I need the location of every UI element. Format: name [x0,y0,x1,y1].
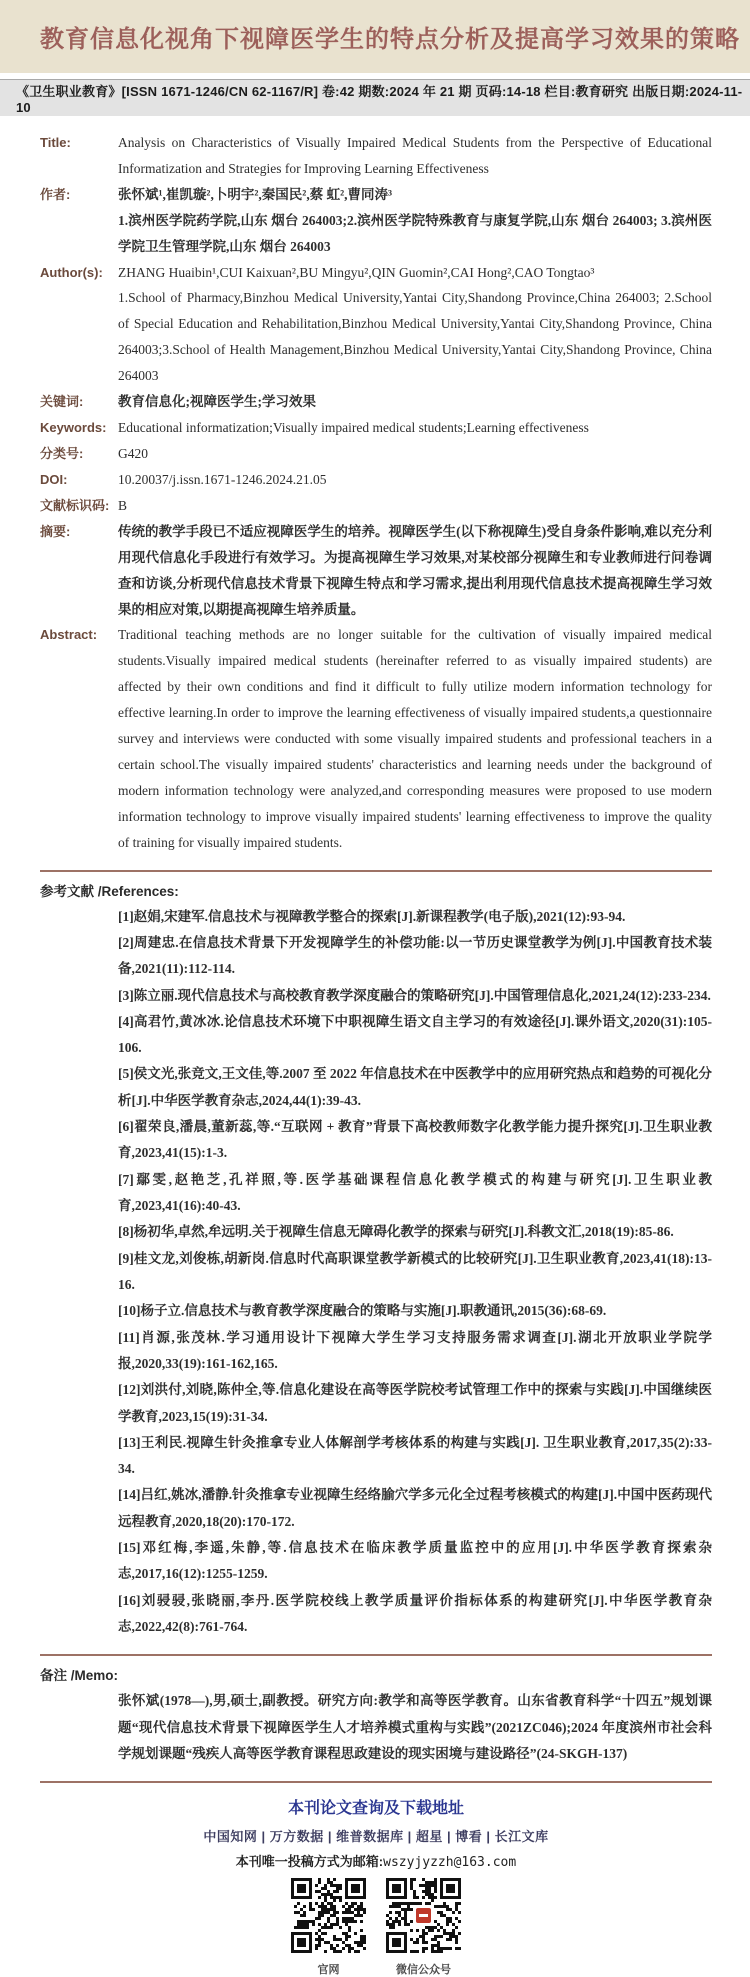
journal-footer [40,1795,712,1977]
platform-list: 中国知网 | 万方数据 | 维普数据库 | 超星 | 博看 | 长江文库 [203,1829,549,1845]
reference-item: [9]桂文龙,刘俊栋,胡新岗.信息时代高职课堂教学新模式的比较研究[J].卫生职业教育,2023,41(18):13-16. [118,1250,712,1292]
authors-en-block [118,260,712,390]
section-divider [40,870,712,872]
meta-row-doi [40,467,712,493]
references-list [118,904,712,1641]
qr-official-site-label: 官网 [317,1964,340,1977]
reference-item: [8]杨初华,卓然,牟远明.关于视障生信息无障碍化教学的探索与研究[J].科教文汇,2018(19):85-86. [118,1224,674,1240]
authors-cn-label: 作者: [40,186,71,202]
references-heading: 参考文献 /References: [40,883,179,899]
keywords-en-value: Educational informatization;Visually impaired medical students;Learning effectiveness [118,420,589,436]
reference-item: [12]刘洪付,刘晓,陈仲全,等.信息化建设在高等医学院校考试管理工作中的探索与实践[J].中国继续医学教育,2023,15(19):31-34. [118,1382,712,1424]
doc-code-value: B [118,497,128,513]
keywords-cn-value: 教育信息化;视障医学生;学习效果 [118,394,316,410]
authors-en-names: ZHANG Huaibin¹,CUI Kaixuan²,BU Mingyu²,QIN Guomin²,CAI Hong²,CAO Tongtao³ [118,264,595,280]
reference-item: [7]鄢雯,赵艳芝,孔祥照,等.医学基础课程信息化教学模式的构建与研究[J].卫生职业教育,2023,41(16):40-43. [118,1171,712,1214]
meta-row-keywords-en [40,415,712,441]
meta-row-authors-en [40,260,712,390]
authors-cn-names: 张怀斌¹,崔凯璇²,卜明宇²,秦国民²,蔡 虹²,曹同涛³ [118,186,393,202]
clc-label: 分类号: [40,445,84,461]
qr-wechat-label: 微信公众号 [396,1964,451,1977]
reference-item: [3]陈立丽.现代信息技术与高校教育教学深度融合的策略研究[J].中国管理信息化,2021,24(12):233-234. [118,987,711,1003]
reference-item: [4]高君竹,黄冰冰.论信息技术环境下中职视障生语文自主学习的有效途径[J].课外语文,2020(31):105-106. [118,1013,712,1056]
doi-label: DOI: [40,471,68,487]
reference-item: [10]杨子立.信息技术与教育教学深度融合的策略与实施[J].职教通讯,2015(36):68-69. [118,1303,607,1319]
qr-code-row [40,1878,712,1977]
download-title: 本刊论文查询及下载地址 [287,1800,464,1818]
meta-row-abstract-en [40,622,712,855]
authors-cn-block [118,182,712,260]
doc-code-label: 文献标识码: [40,497,110,513]
meta-row-abstract-cn [40,519,712,623]
abstract-en-label: Abstract: [40,627,98,643]
reference-item: [14]吕红,姚冰,潘静.针灸推拿专业视障生经络腧穴学多元化全过程考核模式的构建[J].中国中医药现代远程教育,2020,18(20):170-172. [118,1487,712,1529]
keywords-en-label: Keywords: [40,420,107,436]
article-title: 教育信息化视角下视障医学生的特点分析及提高学习效果的策略 [40,26,740,53]
affiliation-en: 1.School of Pharmacy,Binzhou Medical University,Yantai City,Shandong Province,China 264003; 2.School of Special Education and Rehabilitation,Binzhou Medical University,Yantai City,Shandong Province, China 264003;3.School of Health Management,Binzhou Medical University,Yantai City,Shandong Province, China 264003 [118,290,712,384]
meta-row-doc-code [40,493,712,519]
email-address: wszyjyzzh@163.com [383,1855,517,1871]
reference-item: [6]翟荣良,潘晨,董新蕊,等.“互联网 + 教育”背景下高校教师数字化教学能力提升探究[J].卫生职业教育,2023,41(15):1-3. [118,1119,712,1161]
submission-email-line [40,1851,712,1870]
reference-item: [13]王利民.视障生针灸推拿专业人体解剖学考核体系的构建与实践[J]. 卫生职业教育,2017,35(2):33-34. [118,1434,712,1477]
article-title-banner [0,0,750,73]
journal-info-text: 《卫生职业教育》[ISSN 1671-1246/CN 62-1167/R] 卷:42 期数:2024 年 21 期 页码:14-18 栏目:教育研究 出版日期:2024-11-10 [16,84,743,115]
qr-code-official-site-icon [291,1878,366,1958]
article-meta-panel [0,116,750,1977]
qr-official-site-box [291,1878,366,1977]
authors-en-label: Author(s): [40,264,103,280]
qr-code-wechat-icon [386,1878,461,1958]
reference-item: [5]侯文光,张竞文,王文佳,等.2007 至 2022 年信息技术在中医教学中的应用研究热点和趋势的可视化分析[J].中华医学教育杂志,2024,44(1):39-43. [118,1066,712,1108]
journal-info-bar [0,79,750,116]
abstract-cn-label: 摘要: [40,523,71,539]
meta-row-keywords-cn [40,389,712,415]
reference-item: [1]赵娟,宋建军.信息技术与视障教学整合的探索[J].新课程教学(电子版),2021(12):93-94. [118,908,626,924]
email-prefix: 本刊唯一投稿方式为邮箱: [235,1854,384,1870]
meta-row-authors-cn [40,182,712,260]
clc-value: G420 [118,445,148,461]
abstract-cn-value: 传统的教学手段已不适应视障医学生的培养。视障医学生(以下称视障生)受自身条件影响,难以充分利用现代信息化手段进行有效学习。为提高视障生学习效果,对某校部分视障生和专业教师进行问卷调查和访谈,分析现代信息技术背景下视障生特点和学习需求,提出利用现代信息技术提高视障生学习效果的相应对策,以期提高视障生培养质量。 [118,523,712,617]
doi-value: 10.20037/j.issn.1671-1246.2024.21.05 [118,471,327,487]
meta-row-title [40,130,712,182]
reference-item: [11]肖源,张茂林.学习通用设计下视障大学生学习支持服务需求调查[J].湖北开放职业学院学报,2020,33(19):161-162,165. [118,1329,712,1371]
title-label: Title: [40,135,71,150]
qr-wechat-box [386,1878,461,1977]
affiliation-cn: 1.滨州医学院药学院,山东 烟台 264003;2.滨州医学院特殊教育与康复学院,山东 烟台 264003; 3.滨州医学院卫生管理学院,山东 烟台 264003 [118,212,712,254]
section-divider [40,1781,712,1783]
meta-row-clc [40,441,712,467]
memo-text: 张怀斌(1978—),男,硕士,副教授。研究方向:教学和高等医学教育。山东省教育科学“十四五”规划课题“现代信息技术背景下视障医学生人才培养模式重构与实践”(2021ZC046);2024 年度滨州市社会科学规划课题“残疾人高等医学教育课程思政建设的现实困境与建设路径”(24-SKGH-137) [118,1693,712,1761]
reference-item: [16]刘骎骎,张晓丽,李丹.医学院校线上教学质量评价指标体系的构建研究[J].中华医学教育杂志,2022,42(8):761-764. [118,1592,712,1635]
memo-heading: 备注 /Memo: [40,1668,119,1684]
section-divider [40,1654,712,1656]
title-value: Analysis on Characteristics of Visually Impaired Medical Students from the Perspective of Educational Informatization and Strategies for Improving Learning Effectiveness [118,135,712,176]
keywords-cn-label: 关键词: [40,394,84,410]
reference-item: [15]邓红梅,李遥,朱静,等.信息技术在临床教学质量监控中的应用[J].中华医学教育探索杂志,2017,16(12):1255-1259. [118,1540,712,1582]
abstract-en-value: Traditional teaching methods are no longer suitable for the cultivation of visually impaired medical students.Visually impaired medical students (hereinafter referred to as visually impaired students) are affected by their own conditions and find it difficult to fully utilize modern information technology for effective learning.In order to improve the learning effectiveness of visually impaired students,a questionnaire survey and interviews were conducted with some visually impaired students and professional teachers in a certain school.The visually impaired students' characteristics and learning needs under the background of modern information technology were analyzed,and corresponding measures were proposed to use modern information technology to improve visually impaired students' learning effectiveness to improve the quality of training for visually impaired students. [118,627,712,850]
reference-item: [2]周建忠.在信息技术背景下开发视障学生的补偿功能:以一节历史课堂教学为例[J].中国教育技术装备,2021(11):112-114. [118,934,712,977]
